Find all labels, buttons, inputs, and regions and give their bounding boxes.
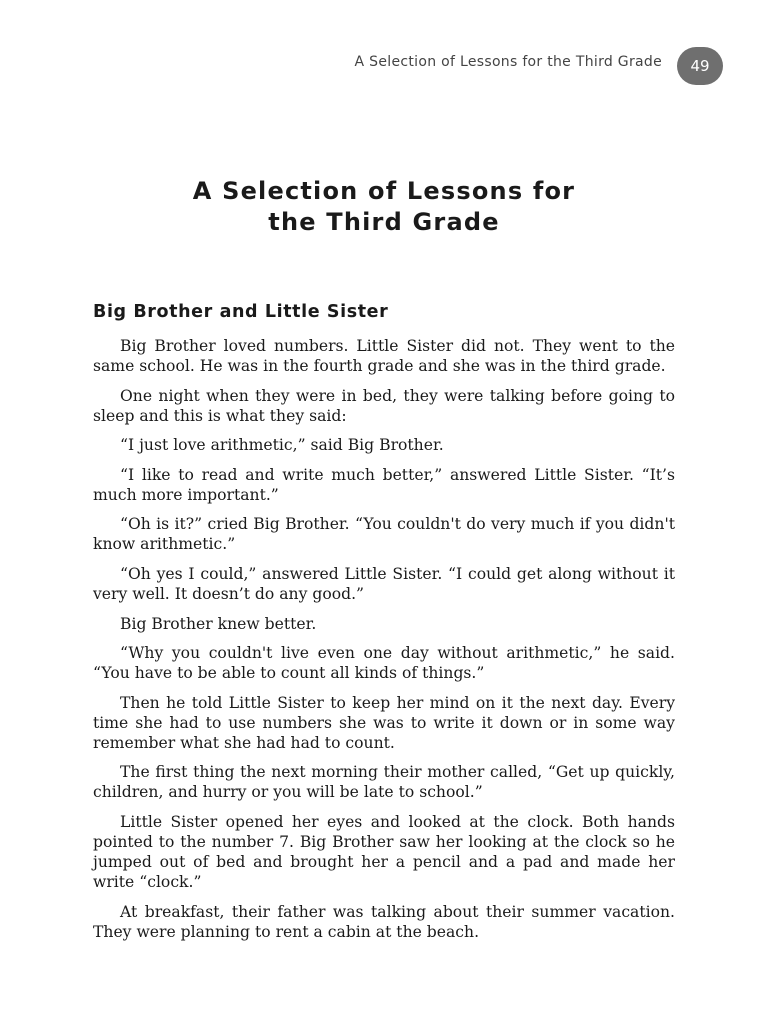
- paragraph: “I just love arithmetic,” said Big Brother.: [120, 436, 444, 455]
- paragraph: Big Brother loved numbers. Little Sister did not. They went to the same school. He was in the fourth grade and she was in the third grade.: [93, 337, 675, 375]
- section-heading: Big Brother and Little Sister: [93, 302, 389, 322]
- page-number-badge: 49: [677, 47, 723, 85]
- paragraph: At breakfast, their father was talking about their summer vacation. They were planning to rent a cabin at the beach.: [93, 902, 675, 941]
- paragraph: The first thing the next morning their mother called, “Get up quickly, children, and hurry or you will be late to school.”: [93, 763, 675, 802]
- paragraph: Then he told Little Sister to keep her mind on it the next day. Every time she had to use numbers she was to write it down or in some way remember what she had had to count.: [93, 693, 675, 752]
- chapter-title-line-2: the Third Grade: [268, 208, 500, 236]
- paragraph: “Oh yes I could,” answered Little Sister. “I could get along without it very well. It doesn’t do any good.”: [93, 564, 675, 603]
- running-header: A Selection of Lessons for the Third Grade: [354, 54, 662, 70]
- paragraph: One night when they were in bed, they were talking before going to sleep and this is what they said:: [93, 386, 675, 425]
- paragraph: Big Brother knew better.: [120, 614, 317, 633]
- paragraph: “Why you couldn't live even one day without arithmetic,” he said. “You have to be able to count all kinds of things.”: [93, 644, 675, 683]
- chapter-title: [0, 176, 768, 238]
- paragraph: Little Sister opened her eyes and looked at the clock. Both hands pointed to the number 7. Big Brother saw her looking at the clock so he jumped out of bed and brought her a pencil and a pad and made her write “clock.”: [93, 812, 675, 891]
- paragraph: “Oh is it?” cried Big Brother. “You couldn't do very much if you didn't know arithmetic.”: [93, 515, 675, 554]
- body-text: [93, 336, 675, 951]
- paragraph: “I like to read and write much better,” answered Little Sister. “It’s much more important.”: [93, 465, 675, 504]
- chapter-title-line-1: A Selection of Lessons for: [192, 177, 576, 205]
